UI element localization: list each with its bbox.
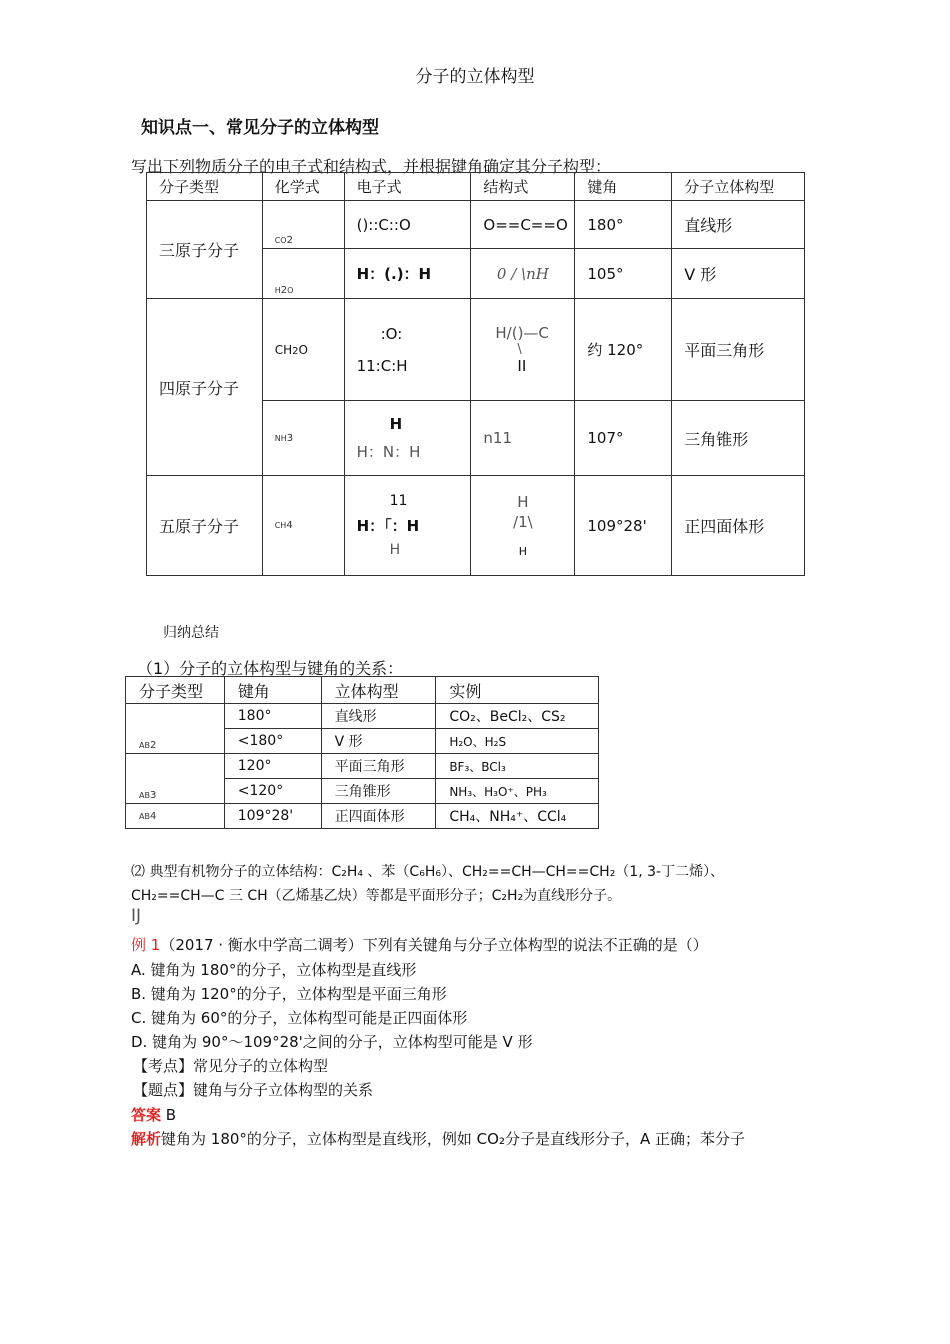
structure-ch2o (471, 299, 575, 401)
angle-cell: 120° (224, 754, 321, 779)
analysis-text: 键角为 180°的分子，立体构型是直线形，例如 CO₂分子是直线形分子，A 正确；苯分子 (161, 1130, 746, 1148)
paragraph-line: CH₂==CH—C 三 CH（乙烯基乙炔）等都是平面形分子；C₂H₂为直线形分子。 (131, 888, 622, 904)
electron-ch2o-line1: :O: (380, 324, 403, 343)
header-cell: 立体构型 (321, 677, 436, 704)
angle-cell: 109°28' (224, 804, 321, 829)
angle-nh3: 107° (575, 401, 672, 476)
option-a: A. 键角为 180°的分子，立体构型是直线形 (131, 961, 417, 979)
analysis-label: 解析 (131, 1130, 162, 1148)
table-row (147, 201, 805, 249)
intro-text: 写出下列物质分子的电子式和结构式，并根据键角确定其分子构型： (131, 157, 612, 176)
electron-ch4 (344, 476, 471, 576)
group-ab3: AB3 (126, 754, 225, 804)
header-cell: 电子式 (344, 173, 471, 201)
page-title: 分子的立体构型 (415, 67, 535, 87)
structure-h2o: 0 / \nH (471, 249, 575, 299)
formula-nh3: NH3 (262, 401, 344, 476)
electron-ch4-line3: H (389, 542, 401, 558)
example-cell: CO₂、BeCl₂、CS₂ (436, 704, 599, 729)
table-row (126, 754, 599, 779)
group-five-atom: 五原子分子 (147, 476, 263, 576)
formula-h2o: H2O (262, 249, 344, 299)
electron-nh3-line1: H (389, 414, 403, 433)
group-three-atom: 三原子分子 (147, 201, 263, 299)
section-heading: 知识点一、常见分子的立体构型 (141, 118, 379, 138)
electron-ch4-line1: 11 (389, 493, 408, 509)
angle-cell: <120° (224, 779, 321, 804)
shape-cell: 正四面体形 (321, 804, 436, 829)
angle-co2: 180° (575, 201, 672, 249)
shape-cell: V 形 (321, 729, 436, 754)
shape-ch2o: 平面三角形 (672, 299, 805, 401)
example-stem-text: （2017 · 衡水中学高二调考）下列有关键角与分子立体构型的说法不正确的是（） (160, 936, 708, 954)
example-cell: BF₃、BCl₃ (436, 754, 599, 779)
example-stem (131, 934, 708, 955)
paragraph-line: ⑵ 典型有机物分子的立体结构：C₂H₄ 、苯（C₆H₆）、CH₂==CH—CH==CH₂（1, 3-丁二烯）、 (131, 864, 725, 880)
answer-value: B (165, 1106, 177, 1124)
electron-co2: ()::C::O (344, 201, 471, 249)
table-row (126, 804, 599, 829)
structure-ch4-line1: H (517, 493, 529, 511)
answer-line (131, 1104, 176, 1125)
electron-ch2o (344, 299, 471, 401)
tidian: 【题点】键角与分子立体构型的关系 (133, 1081, 374, 1099)
group-four-atom: 四原子分子 (147, 299, 263, 476)
formula-ch4: CH4 (262, 476, 344, 576)
option-d: D. 键角为 90°～109°28'之间的分子，立体构型可能是 V 形 (131, 1033, 533, 1051)
structure-nh3: n11 (471, 401, 575, 476)
example-label: 例 1 (131, 936, 161, 954)
header-cell: 化学式 (262, 173, 344, 201)
header-cell: 键角 (224, 677, 321, 704)
structure-ch2o-line3: II (517, 357, 527, 375)
electron-nh3-line2: H：N：H (356, 442, 421, 461)
example-cell: NH₃、H₃O⁺、PH₃ (436, 779, 599, 804)
header-cell: 实例 (436, 677, 599, 704)
structure-ch4-line3: H (518, 545, 528, 558)
header-cell: 结构式 (471, 173, 575, 201)
formula-co2: CO2 (262, 201, 344, 249)
option-b: B. 键角为 120°的分子，立体构型是平面三角形 (131, 985, 447, 1003)
structure-ch4-line2: /1\ (513, 513, 533, 531)
table-row (126, 704, 599, 729)
summary-title: 归纳总结 (163, 625, 219, 641)
table-row (147, 476, 805, 576)
example-cell: CH₄、NH₄⁺、CCl₄ (436, 804, 599, 829)
kaodian: 【考点】常见分子的立体构型 (133, 1057, 329, 1075)
organic-molecules-paragraph (131, 860, 851, 908)
formula-ch2o: CH2O (262, 299, 344, 401)
angle-ch4: 109°28' (575, 476, 672, 576)
stray-mark: IJ (131, 906, 142, 926)
angle-cell: 180° (224, 704, 321, 729)
relation-title: （1）分子的立体构型与键角的关系： (137, 659, 404, 678)
structure-ch2o-line1: H/()—C (495, 324, 549, 342)
table-header-row (126, 677, 599, 704)
molecule-table (146, 172, 805, 576)
structure-co2: O==C==O (471, 201, 575, 249)
shape-ch4: 正四面体形 (672, 476, 805, 576)
electron-ch4-line2: H：「：H (356, 517, 420, 535)
electron-nh3 (344, 401, 471, 476)
header-cell: 键角 (575, 173, 672, 201)
analysis-line (131, 1128, 745, 1149)
electron-h2o: H：(.)：H (344, 249, 471, 299)
example-cell: H₂O、H₂S (436, 729, 599, 754)
structure-ch2o-line2: \ (517, 342, 522, 357)
shape-co2: 直线形 (672, 201, 805, 249)
shape-nh3: 三角锥形 (672, 401, 805, 476)
table-row (147, 299, 805, 401)
shape-cell: 三角锥形 (321, 779, 436, 804)
option-c: C. 键角为 60°的分子，立体构型可能是正四面体形 (131, 1009, 468, 1027)
angle-ch2o: 约 120° (575, 299, 672, 401)
shape-h2o: V 形 (672, 249, 805, 299)
structure-ch4 (471, 476, 575, 576)
header-cell: 分子类型 (147, 173, 263, 201)
group-ab2: AB2 (126, 704, 225, 754)
electron-ch2o-line2: 11:C:H (356, 356, 408, 375)
header-cell: 分子类型 (126, 677, 225, 704)
angle-cell: <180° (224, 729, 321, 754)
table-header-row (147, 173, 805, 201)
angle-shape-table (125, 676, 599, 829)
group-ab4: AB4 (126, 804, 225, 829)
shape-cell: 直线形 (321, 704, 436, 729)
angle-h2o: 105° (575, 249, 672, 299)
shape-cell: 平面三角形 (321, 754, 436, 779)
answer-label: 答案 (131, 1106, 162, 1124)
header-cell: 分子立体构型 (672, 173, 805, 201)
